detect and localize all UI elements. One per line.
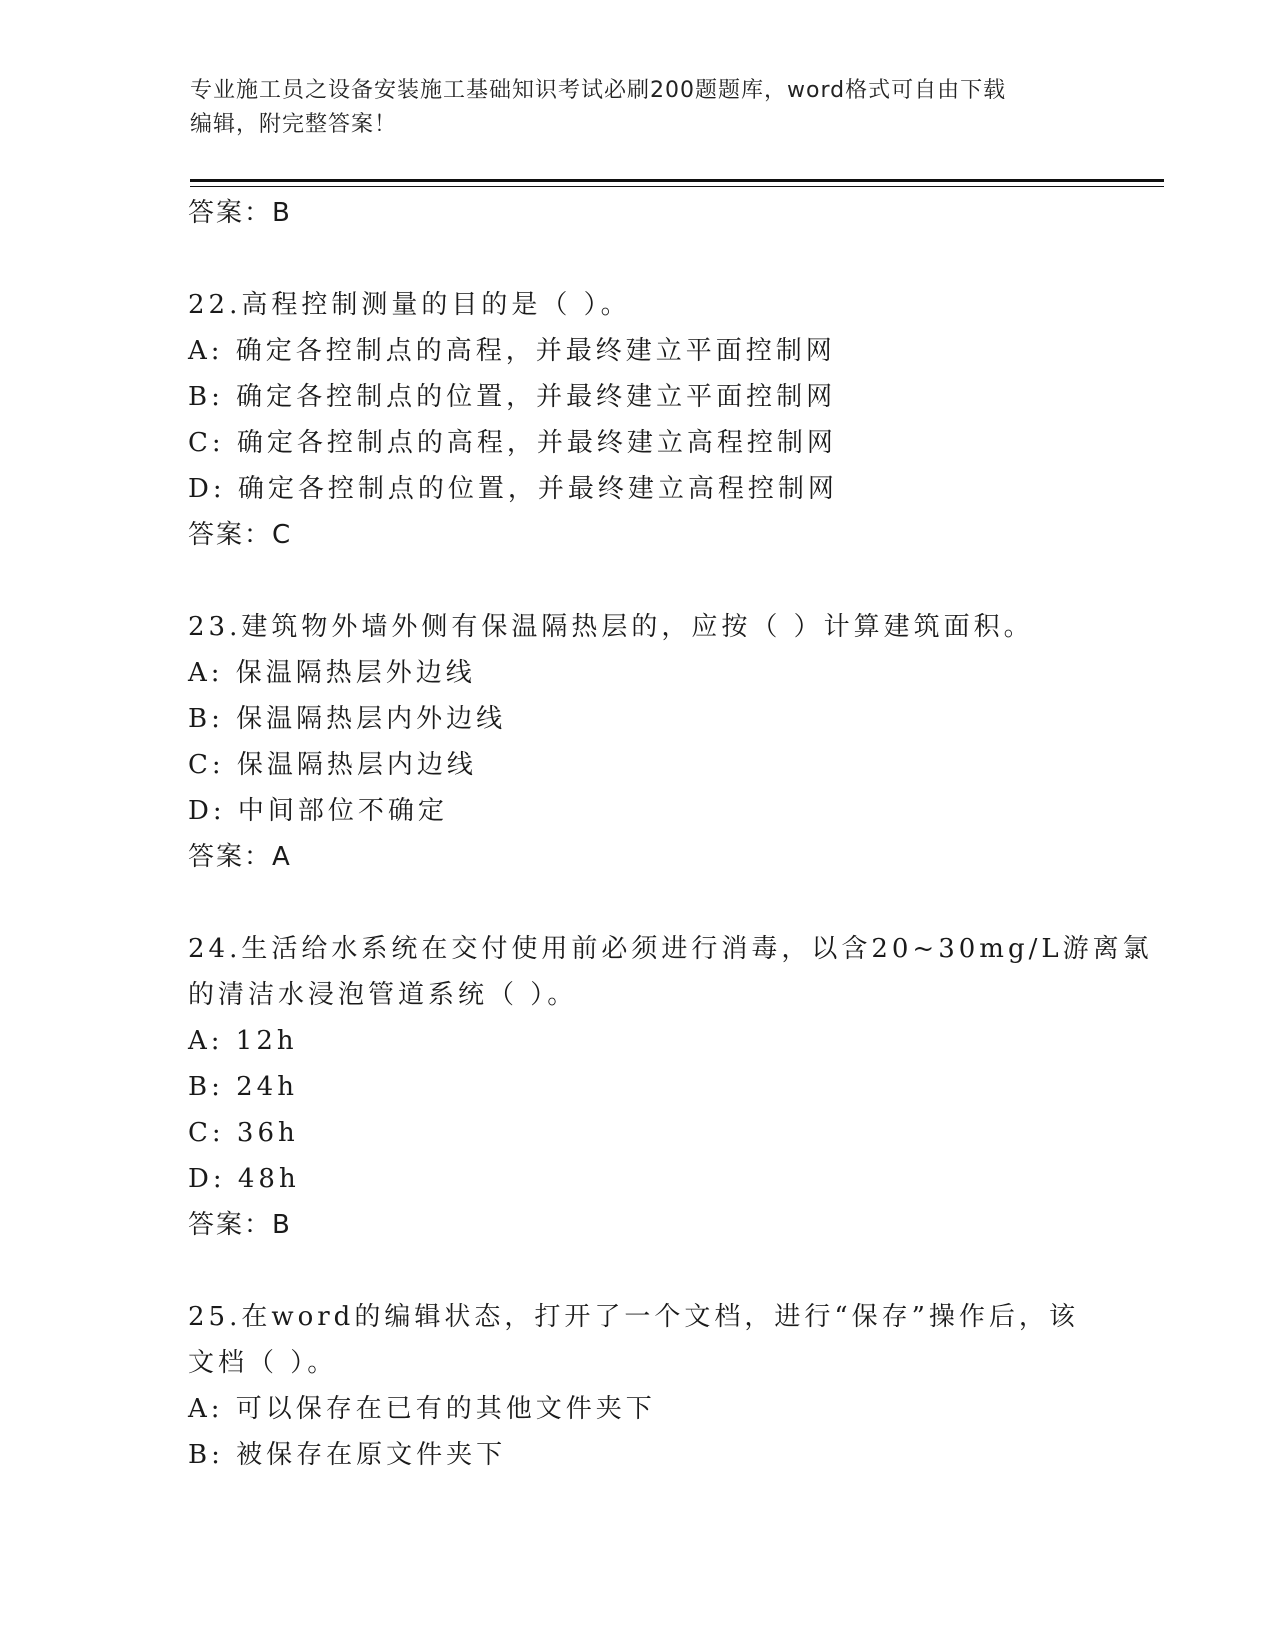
spacer <box>188 880 1148 926</box>
header-line-2: 编辑，附完整答案！ <box>190 112 398 137</box>
option-c: C: 保温隔热层内边线 <box>188 750 477 780</box>
question-text: 23.建筑物外墙外侧有保温隔热层的，应按（ ）计算建筑面积。 <box>188 612 1034 642</box>
header-line-1: 专业施工员之设备安装施工基础知识考试必刷200题题库，word格式可自由下载 <box>190 78 1007 103</box>
option-b: B: 被保存在原文件夹下 <box>188 1440 507 1470</box>
spacer <box>188 558 1148 604</box>
answer-label: 答案：C <box>188 520 293 550</box>
question-list <box>188 190 1153 1478</box>
question-text-line-1: 24.生活给水系统在交付使用前必须进行消毒，以含20~30mg/L游离氯 <box>188 934 1153 964</box>
question-text-line-2: 的清洁水浸泡管道系统（ ）。 <box>188 980 578 1010</box>
spacer <box>188 236 1148 282</box>
answer-label: 答案：B <box>188 198 292 228</box>
option-a: A: 可以保存在已有的其他文件夹下 <box>188 1394 656 1424</box>
question-text: 22.高程控制测量的目的是（ ）。 <box>188 290 631 320</box>
option-b: B: 保温隔热层内外边线 <box>188 704 507 734</box>
option-d: D: 48h <box>188 1164 300 1194</box>
option-d: D: 中间部位不确定 <box>188 796 448 826</box>
option-d: D: 确定各控制点的位置，并最终建立高程控制网 <box>188 474 838 504</box>
option-b: B: 确定各控制点的位置，并最终建立平面控制网 <box>188 382 837 412</box>
option-a: A: 确定各控制点的高程，并最终建立平面控制网 <box>188 336 836 366</box>
header-divider-thin <box>190 186 1164 187</box>
option-a: A: 12h <box>188 1026 298 1056</box>
question-text-line-1: 25.在word的编辑状态，打开了一个文档，进行“保存”操作后，该 <box>188 1302 1079 1332</box>
question-text-line-2: 文档（ ）。 <box>188 1348 338 1378</box>
option-b: B: 24h <box>188 1072 298 1102</box>
page-header <box>190 74 1090 142</box>
spacer <box>188 1248 1148 1294</box>
option-a: A: 保温隔热层外边线 <box>188 658 476 688</box>
answer-label: 答案：B <box>188 1210 292 1240</box>
answer-label: 答案：A <box>188 842 292 872</box>
option-c: C: 36h <box>188 1118 299 1148</box>
option-c: C: 确定各控制点的高程，并最终建立高程控制网 <box>188 428 837 458</box>
header-divider-thick <box>190 179 1164 182</box>
